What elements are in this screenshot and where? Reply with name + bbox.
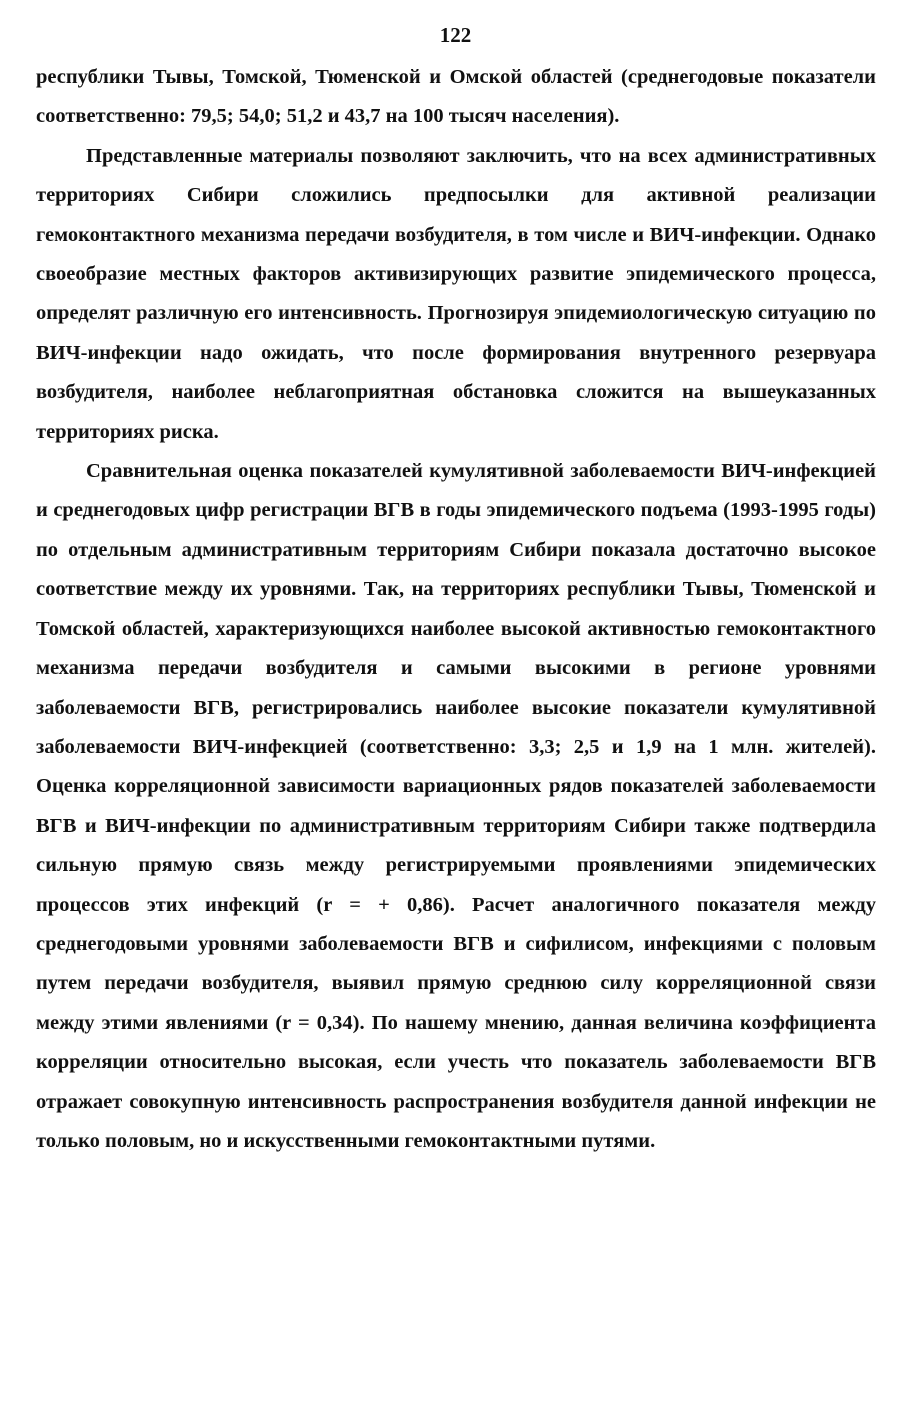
paragraph-comparative-assessment: Сравнительная оценка показателей кумулятивной заболеваемости ВИЧ-инфекцией и среднегодовых цифр регистрации ВГВ в годы эпидемического подъема (1993-1995 годы) по отдельным административным территориям Сибири показала достаточно высокое соответствие между их уровнями. Так, на территориях республики Тывы, Тюменской и Томской областей, характеризующихся наиболее высокой активностью гемоконтактного механизма передачи возбудителя и самыми высокими в регионе уровнями заболеваемости ВГВ, регистрировались наиболее высокие показатели кумулятивной заболеваемости ВИЧ-инфекцией (соответственно: 3,3; 2,5 и 1,9 на 1 млн. жителей). Оценка корреляционной зависимости вариационных рядов показателей заболеваемости ВГВ и ВИЧ-инфекции по административным территориям Сибири также подтвердила сильную прямую связь между регистрируемыми проявлениями эпидемических процессов этих инфекций (r = + 0,86). Расчет аналогичного показателя между среднегодовыми уровнями заболеваемости ВГВ и сифилисом, инфекциями с половым путем передачи возбудителя, выявил прямую среднюю силу корреляционной связи между этими явлениями (r = 0,34). По нашему мнению, данная величина коэффициента корреляции относительно высокая, если учесть что показатель заболеваемости ВГВ отражает совокупную интенсивность распространения возбудителя данной инфекции не только половым, но и искусственными гемоконтактными путями. xyxy=(36,460,876,1152)
page-number: 122 xyxy=(439,23,472,47)
paragraph-prerequisites: Представленные материалы позволяют заключить, что на всех административных территориях Сибири сложились предпосылки для активной реализации гемоконтактного механизма передачи возбудителя, в том числе и ВИЧ-инфекции. Однако своеобразие местных факторов активизирующих развитие эпидемического процесса, определят различную его интенсивность. Прогнозируя эпидемиологическую ситуацию по ВИЧ-инфекции надо ожидать, что после формирования внутренного резервуара возбудителя, наиболее неблагоприятная обстановка сложится на вышеуказанных территориях риска. xyxy=(36,144,876,443)
document-body xyxy=(36,58,876,1161)
paragraph-continuation: республики Тывы, Томской, Тюменской и Омской областей (среднегодовые показатели соответственно: 79,5; 54,0; 51,2 и 43,7 на 100 тысяч населения). xyxy=(36,66,876,128)
